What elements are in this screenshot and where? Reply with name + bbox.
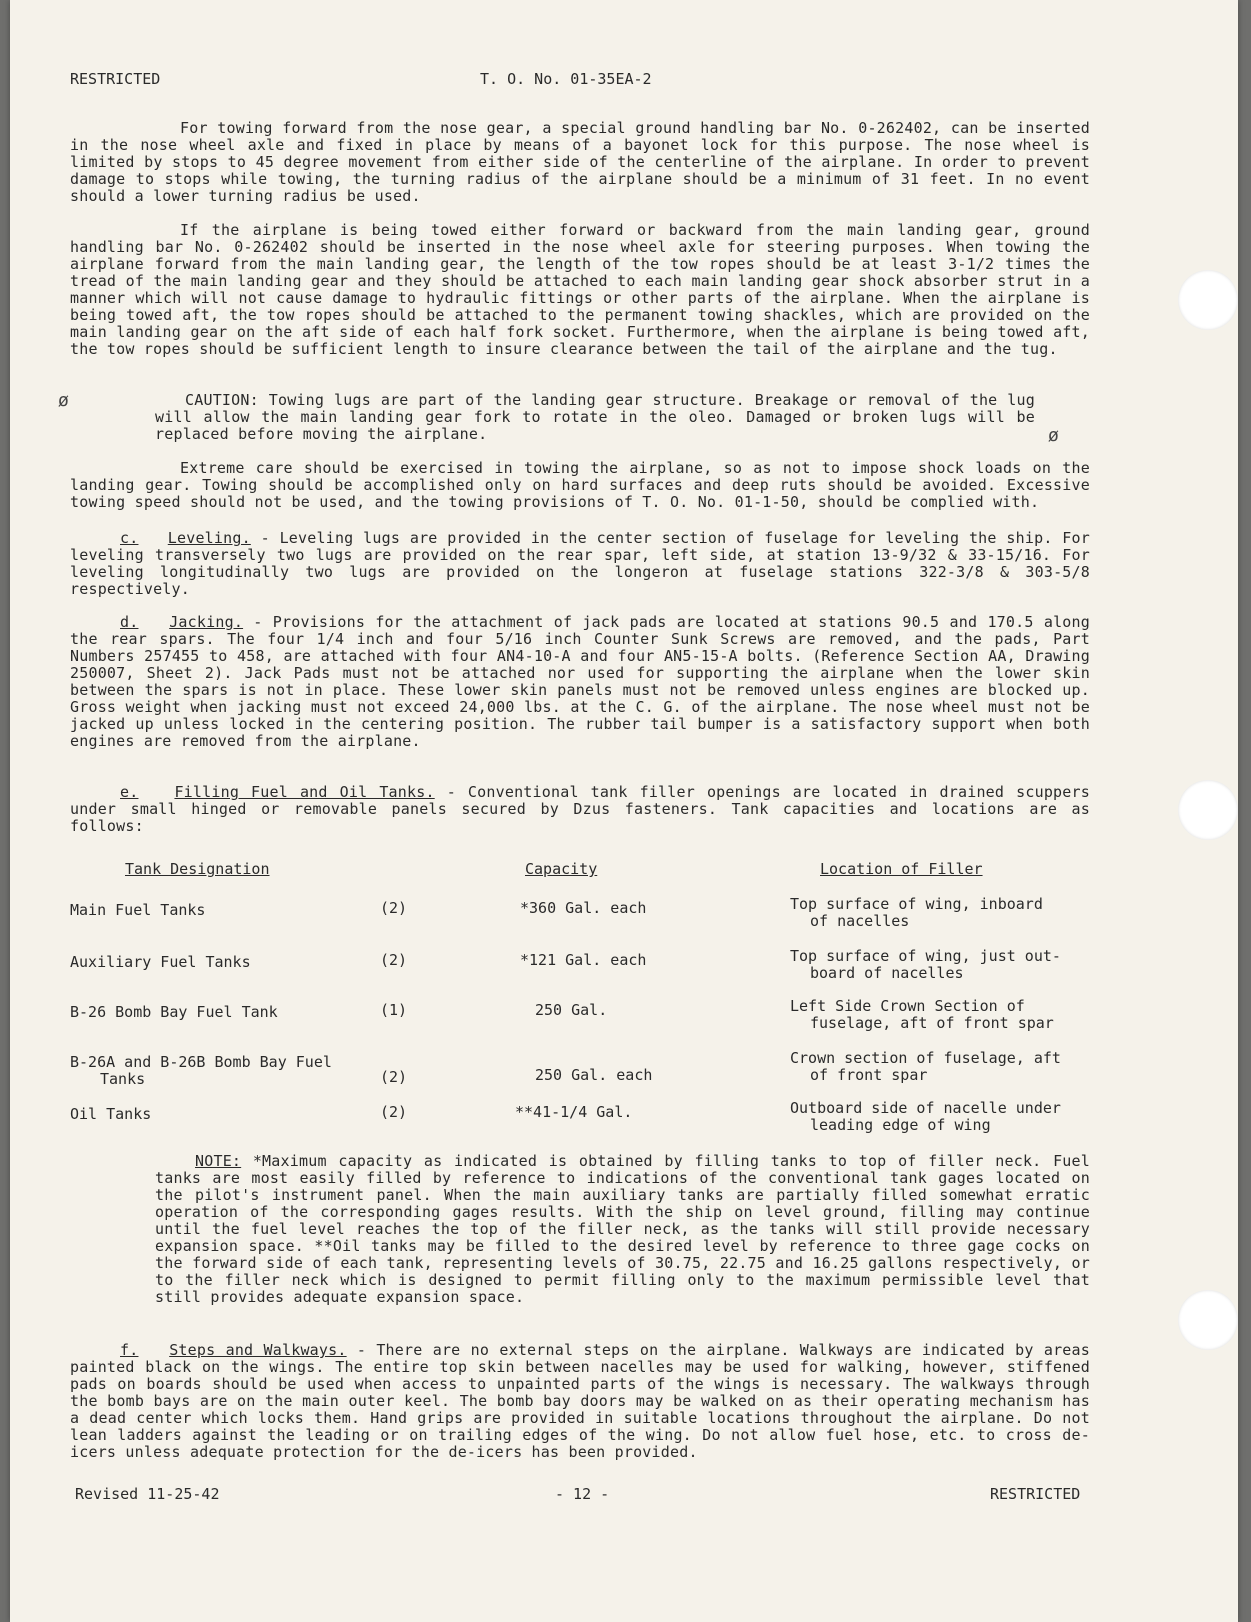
section-filling-tanks (70, 784, 1090, 835)
tank-location-cont: fuselage, aft of front spar (810, 1014, 1054, 1032)
caution-note: CAUTION: Towing lugs are part of the landing gear structure. Breakage or removal of the lug will allow the main landing gear fork to rotate in the oleo. Damaged or broken lugs will be replaced before moving the airplane. (155, 391, 1035, 443)
tank-name: Oil Tanks (70, 1105, 152, 1123)
header-classification: RESTRICTED (70, 70, 161, 88)
tank-capacity: *121 Gal. each (520, 951, 647, 969)
paragraph-towing-care: Extreme care should be exercised in towing the airplane, so as not to impose shock loads on the landing gear. Towing should be accomplished only on hard surfaces and deep ruts should be avoided. Excessive towing speed should not be used, and the towing provisions of T. O. No. 01-1-50, should be complied with. (70, 459, 1090, 511)
section-steps-walkways (70, 1342, 1090, 1461)
tank-location: Top surface of wing, inboard (790, 895, 1043, 913)
section-jacking (70, 614, 1090, 750)
tank-capacity: **41-1/4 Gal. (515, 1103, 633, 1121)
tank-name: B-26 Bomb Bay Fuel Tank (70, 1003, 278, 1021)
tank-location-cont: leading edge of wing (810, 1116, 991, 1134)
section-title: Steps and Walkways. (169, 1341, 347, 1359)
column-header-tank-designation: Tank Designation (125, 860, 270, 878)
paragraph-towing-main-gear: If the airplane is being towed either forward or backward from the main landing gear, ground handling bar No. 0-262402 should be inserted in the nose wheel axle for steering purposes. When towing the airplane forward from the main landing gear, the length of the tow ropes should be at least 3-1/2 times the tread of the main landing gear and they should be attached to each main landing gear shock absorber strut in a manner which will not cause damage to hydraulic fittings or other parts of the airplane. When the airplane is being towed aft, the tow ropes should be attached to the permanent towing shackles, which are provided on the main landing gear on the aft side of each half fork socket. Furthermore, when the airplane is being towed aft, the tow ropes should be sufficient length to insure clearance between the tail of the airplane and the tug. (70, 221, 1090, 358)
tank-name: Auxiliary Fuel Tanks (70, 953, 251, 971)
paragraph-towing-nose-gear: For towing forward from the nose gear, a special ground handling bar No. 0-262402, can be inserted in the nose wheel axle and fixed in place by means of a bayonet lock for this purpose. The nose wheel is limited by stops to 45 degree movement from either side of the centerline of the airplane. In order to prevent damage to stops while towing, the turning radius of the airplane should be a minimum of 31 feet. In no event should a lower turning radius be used. (70, 119, 1090, 205)
section-letter: e. (120, 783, 139, 801)
section-letter: d. (120, 613, 139, 631)
section-title: Jacking. (169, 613, 244, 631)
tank-name-cont: Tanks (100, 1070, 146, 1088)
tank-capacity: 250 Gal. (535, 1001, 608, 1019)
punch-hole (1178, 270, 1238, 330)
tank-location-cont: of front spar (810, 1066, 928, 1084)
revision-mark-left: ø (58, 390, 69, 411)
tank-location-cont: board of nacelles (810, 964, 964, 982)
tank-count: (2) (380, 899, 408, 917)
section-body: - Conventional tank filler openings are located in drained scuppers under small hinged or removable panels secured by Dzus fasteners. Tank capacities and locations are as follows: (70, 783, 1090, 835)
tank-location: Left Side Crown Section of (790, 997, 1025, 1015)
note-label: NOTE: (195, 1152, 242, 1170)
punch-hole (1178, 780, 1238, 840)
section-leveling (70, 530, 1090, 598)
section-body: - Provisions for the attachment of jack pads are located at stations 90.5 and 170.5 along the rear spars. The four 1/4 inch and four 5/16 inch Counter Sunk Screws are removed, and the pads, Part Numbers 257455 to 458, are attached with four AN4-10-A and four AN5-15-A bolts. (Reference Section AA, Drawing 250007, Sheet 2). Jack Pads must not be attached nor used for supporting the airplane when the lower skin between the spars is not in place. These lower skin panels must not be removed unless engines are blocked up. Gross weight when jacking must not exceed 24,000 lbs. at the C. G. of the airplane. The nose wheel must not be jacked up unless locked in the centering position. The rubber tail bumper is a satisfactory support when both engines are removed from the airplane. (70, 613, 1090, 750)
tank-count: (2) (380, 951, 408, 969)
section-title: Filling Fuel and Oil Tanks. (174, 783, 435, 801)
column-header-capacity: Capacity (525, 860, 598, 878)
tank-location: Crown section of fuselage, aft (790, 1049, 1061, 1067)
tank-count: (2) (380, 1103, 408, 1121)
section-body: - Leveling lugs are provided in the center section of fuselage for leveling the ship. For leveling transversely two lugs are provided on the rear spar, left side, at station 13-9/32 & 33-15/16. For leveling longitudinally two lugs are provided on the longeron at fuselage stations 322-3/8 & 303-5/8 respectively. (70, 529, 1090, 598)
revision-mark-right: ø (1048, 425, 1059, 446)
tank-count: (1) (380, 1001, 408, 1019)
tank-capacity: *360 Gal. each (520, 899, 647, 917)
tank-name: B-26A and B-26B Bomb Bay Fuel (70, 1053, 332, 1071)
footer-revision-date: Revised 11-25-42 (75, 1485, 220, 1503)
tank-location: Outboard side of nacelle under (790, 1099, 1061, 1117)
note-capacity (155, 1153, 1090, 1306)
section-letter: c. (120, 529, 139, 547)
section-letter: f. (120, 1341, 139, 1359)
tank-capacity: 250 Gal. each (535, 1066, 653, 1084)
header-tech-order-number: T. O. No. 01-35EA-2 (480, 70, 652, 88)
column-header-location: Location of Filler (820, 860, 983, 878)
tank-count: (2) (380, 1068, 408, 1086)
section-body: - There are no external steps on the airplane. Walkways are indicated by areas painted black on the wings. The entire top skin between nacelles may be used for walking, however, stiffened pads on boards should be used when access to unpainted parts of the wings is necessary. The walkways through the bomb bays are on the main outer keel. The bomb bay doors may be walked on as their operating mechanism has a dead center which locks them. Hand grips are provided in suitable locations throughout the airplane. Do not lean ladders against the leading or on trailing edges of the wing. Do not allow fuel hose, etc. to cross de-icers unless adequate protection for the de-icers has been provided. (70, 1341, 1090, 1461)
footer-classification: RESTRICTED (990, 1485, 1081, 1503)
page-number: - 12 - (555, 1485, 610, 1503)
tank-location: Top surface of wing, just out- (790, 947, 1061, 965)
document-page (10, 0, 1238, 1622)
punch-hole (1178, 1290, 1238, 1350)
note-body: *Maximum capacity as indicated is obtained by filling tanks to top of filler neck. Fuel tanks are most easily filled by reference to indications of the conventional tank gages located on the pilot's instrument panel. When the main auxiliary tanks are partially filled somewhat erratic operation of the corresponding gages results. With the ship on level ground, filling may continue until the fuel level reaches the top of the filler neck, as the tanks will still provide necessary expansion space. **Oil tanks may be filled to the desired level by reference to three gage cocks on the forward side of each tank, representing levels of 30.75, 22.75 and 16.25 gallons respectively, or to the filler neck which is designed to permit filling only to the maximum permissible level that still provides adequate expansion space. (155, 1152, 1090, 1306)
tank-name: Main Fuel Tanks (70, 901, 206, 919)
section-title: Leveling. (167, 529, 251, 547)
tank-location-cont: of nacelles (810, 912, 910, 930)
